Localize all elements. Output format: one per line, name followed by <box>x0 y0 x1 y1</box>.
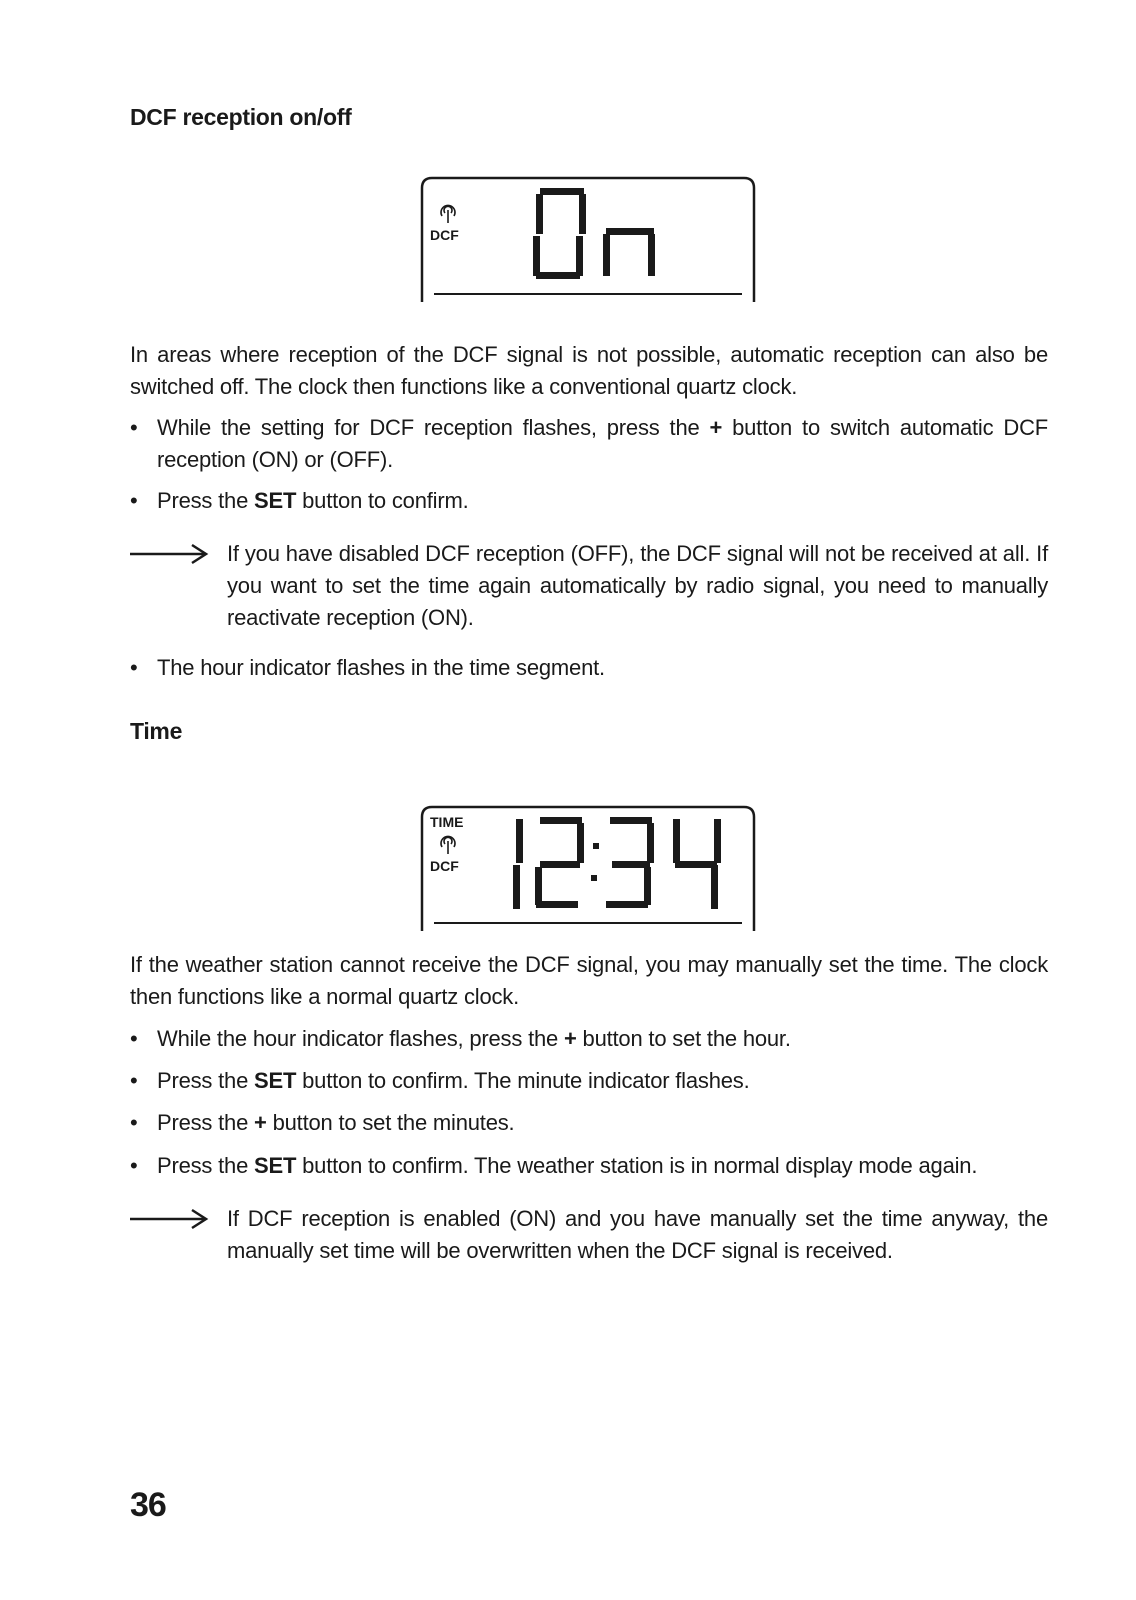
bullet-dot: • <box>130 415 138 440</box>
list-item <box>130 1023 1048 1055</box>
antenna-icon <box>441 205 455 223</box>
list-item <box>130 485 1048 517</box>
lcd-display-time <box>420 805 756 933</box>
arrow-right-icon <box>130 1207 210 1231</box>
list-item-text: While the hour indicator flashes, press the + button to set the hour. <box>157 1026 791 1051</box>
list-item <box>130 1150 1048 1182</box>
list-item <box>130 1107 1048 1139</box>
list-item <box>130 652 1048 684</box>
bullet-dot: • <box>130 488 138 513</box>
section1-intro: In areas where reception of the DCF signal is not possible, automatic reception can also be switched off. The clock then functions like a conventional quartz clock. <box>130 342 1048 399</box>
section2-intro: If the weather station cannot receive the DCF signal, you may manually set the time. The clock then functions like a normal quartz clock. <box>130 952 1048 1009</box>
lcd-label-dcf: DCF <box>430 858 459 874</box>
note-text: If DCF reception is enabled (ON) and you have manually set the time anyway, the manually set time will be overwritten when the DCF signal is received. <box>227 1206 1048 1263</box>
list-item-text: While the setting for DCF reception flashes, press the + button to switch automatic DCF reception (ON) or (OFF). <box>157 415 1048 472</box>
page-number: 36 <box>130 1486 166 1524</box>
note-dcf-off <box>130 538 1048 634</box>
list-item-text: Press the SET button to confirm. The weather station is in normal display mode again. <box>157 1153 978 1178</box>
lcd-frame <box>420 176 756 304</box>
note-dcf-overwrite <box>130 1203 1048 1267</box>
lcd-display-dcf-on <box>420 176 756 304</box>
bullet-dot: • <box>130 1068 138 1093</box>
lcd-frame <box>420 805 756 933</box>
section-heading-dcf: DCF reception on/off <box>130 104 352 130</box>
bullet-dot: • <box>130 1153 138 1178</box>
list-item-text: Press the SET button to confirm. The minute indicator flashes. <box>157 1068 750 1093</box>
bullet-dot: • <box>130 1110 138 1135</box>
list-item-text: Press the + button to set the minutes. <box>157 1110 515 1135</box>
section-heading-time: Time <box>130 718 183 744</box>
list-item <box>130 412 1048 476</box>
antenna-icon <box>441 836 455 854</box>
lcd-label-dcf: DCF <box>430 227 459 243</box>
note-text: If you have disabled DCF reception (OFF), the DCF signal will not be received at all. If you want to set the time again automatically by radio signal, you need to manually reactivate reception (ON). <box>227 541 1048 630</box>
bullet-dot: • <box>130 1026 138 1051</box>
lcd-label-time: TIME <box>430 814 464 830</box>
lcd-value-on <box>533 188 655 279</box>
lcd-value-time <box>513 817 721 909</box>
list-item-text: Press the SET button to confirm. <box>157 488 469 513</box>
list-item <box>130 1065 1048 1097</box>
bullet-dot: • <box>130 655 138 680</box>
arrow-right-icon <box>130 542 210 566</box>
list-item-text: The hour indicator flashes in the time segment. <box>157 655 605 680</box>
